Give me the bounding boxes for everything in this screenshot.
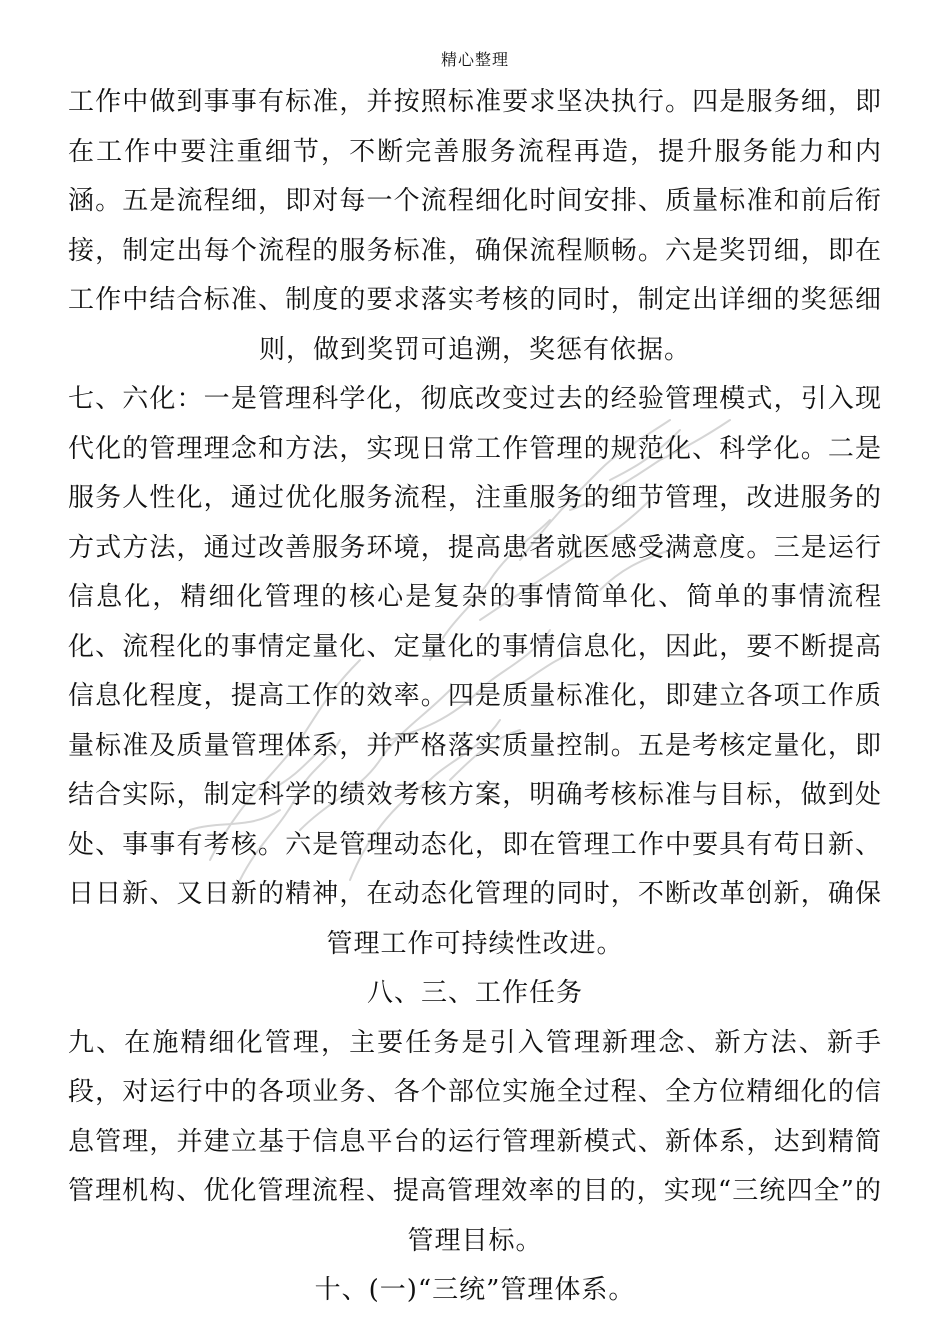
paragraph-service-details: 工作中做到事事有标准，并按照标准要求坚决执行。四是服务细，即在工作中要注重细节，不断完善服务流程再造，提升服务能力和内涵。五是流程细，即对每一个流程细化时间安排、质量标准和前后衔接，制定出每个流程的服务标准，确保流程顺畅。六是奖罚细，即在工作中结合标准、制度的要求落实考核的同时，制定出详细的奖惩细则，做到奖罚可追溯，奖惩有依据。 [68, 87, 882, 365]
document-body [68, 78, 882, 1316]
paragraph-main-tasks: 九、在施精细化管理，主要任务是引入管理新理念、新方法、新手段，对运行中的各项业务、各个部位实施全过程、全方位精细化的信息管理，并建立基于信息平台的运行管理新模式、新体系，达到精简管理机构、优化管理流程、提高管理效率的目的，实现“三统四全”的管理目标。 [68, 1027, 882, 1256]
section-heading-three-unified: 十、(一)“三统”管理体系。 [314, 1275, 636, 1305]
paragraph-six-modernizations: 七、六化：一是管理科学化，彻底改变过去的经验管理模式，引入现代化的管理理念和方法，实现日常工作管理的规范化、科学化。二是服务人性化，通过优化服务流程，注重服务的细节管理，改进服务的方式方法，通过改善服务环境，提高患者就医感受满意度。三是运行信息化，精细化管理的核心是复杂的事情简单化、简单的事情流程化、流程化的事情定量化、定量化的事情信息化，因此，要不断提高信息化程度，提高工作的效率。四是质量标准化，即建立各项工作质量标准及质量管理体系，并严格落实质量控制。五是考核定量化，即结合实际，制定科学的绩效考核方案，明确考核标准与目标，做到处处、事事有考核。六是管理动态化，即在管理工作中要具有苟日新、日日新、又日新的精神，在动态化管理的同时，不断改革创新，确保管理工作可持续性改进。 [68, 384, 882, 959]
page-header: 精心整理 [440, 50, 509, 69]
section-heading-work-tasks: 八、三、工作任务 [366, 978, 583, 1008]
